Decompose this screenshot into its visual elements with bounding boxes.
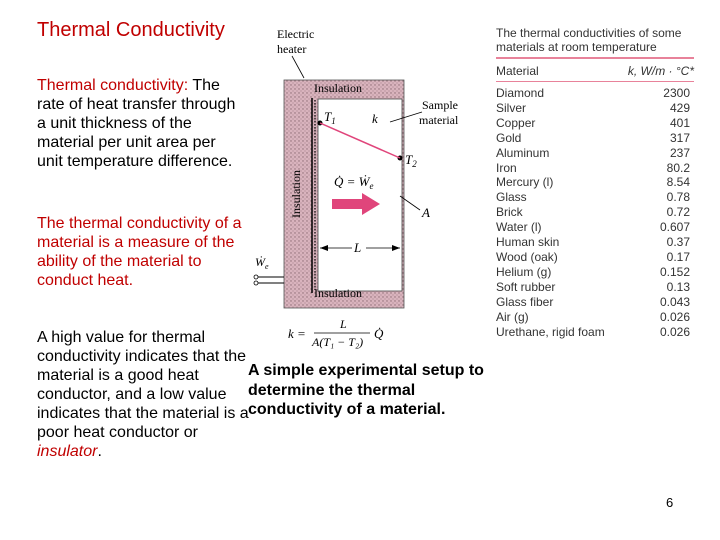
table-row — [496, 220, 694, 235]
cell-material: Glass — [496, 190, 527, 205]
table-top-rule — [496, 57, 694, 59]
cell-k: 429 — [669, 100, 690, 115]
cell-k: 0.026 — [659, 309, 690, 324]
insulation-bottom-label: Insulation — [314, 286, 362, 300]
insulation-top-label: Insulation — [314, 81, 362, 95]
definition-term: Thermal conductivity: — [37, 77, 189, 94]
ability-paragraph: The thermal conductivity of a material is a measure of the ability of the material to conduct heat. — [37, 215, 242, 289]
cell-k: 0.13 — [666, 279, 690, 294]
electric-heater-label-line1: Electric — [277, 27, 315, 41]
table-row — [496, 310, 694, 325]
cell-k: 0.607 — [659, 220, 690, 235]
slide-title: Thermal Conductivity — [37, 19, 225, 41]
table-header-row — [496, 64, 694, 78]
cell-material: Diamond — [496, 86, 545, 100]
high-low-text: A high value for thermal conductivity indicates that the material is a good heat conductor, and a low value indicates that the material is a poor heat conductor or — [37, 329, 249, 441]
table-row — [496, 175, 694, 190]
insulator-term: insulator — [37, 443, 98, 460]
table-row — [496, 250, 694, 265]
cell-k: 0.37 — [666, 235, 690, 250]
column-header-k: k, W/m · °C* — [627, 64, 694, 78]
cell-material: Wood (oak) — [496, 249, 558, 264]
cell-material: Aluminum — [496, 145, 550, 160]
formula-Q: Q̇ — [374, 326, 384, 341]
cell-k: 0.026 — [659, 324, 690, 339]
power-terminal-lower — [254, 281, 258, 285]
cell-k: 8.54 — [666, 175, 690, 190]
table-body — [496, 86, 694, 339]
definition-text: The rate of heat transfer through a unit thickness of the material per unit area per unit temperature difference. — [37, 77, 236, 170]
electric-heater-label-line2: heater — [277, 42, 307, 56]
cell-k: 0.152 — [659, 264, 690, 279]
formula-numerator: L — [340, 317, 347, 331]
area-label: A — [422, 205, 430, 220]
page-number: 6 — [666, 495, 674, 510]
formula-k: k = — [288, 326, 306, 341]
heater-leader-line — [292, 56, 304, 78]
cell-k: 0.17 — [666, 249, 690, 264]
thickness-label: L — [354, 240, 362, 255]
definition-paragraph — [37, 76, 242, 171]
cell-k: 317 — [669, 130, 690, 145]
table-row — [496, 86, 694, 101]
cell-k: 237 — [669, 145, 690, 160]
formula-denominator: A(T₁ − T₂) — [312, 335, 364, 349]
power-terminal-upper — [254, 275, 258, 279]
cell-k: 0.72 — [666, 205, 690, 220]
column-header-material: Material — [496, 64, 539, 78]
cell-material: Human skin — [496, 235, 560, 250]
cell-k: 0.043 — [659, 294, 690, 309]
cell-material: Copper — [496, 115, 536, 130]
k-label: k — [372, 111, 378, 126]
table-row — [496, 190, 694, 205]
cell-material: Mercury (l) — [496, 175, 554, 190]
cell-material: Air (g) — [496, 309, 529, 324]
cell-material: Iron — [496, 160, 517, 175]
table-row — [496, 265, 694, 280]
experimental-setup-diagram — [255, 20, 482, 350]
cell-material: Glass fiber — [496, 294, 554, 309]
heat-rate-label: Q̇ = Ẇ$_e$ — [334, 174, 374, 191]
table-row — [496, 205, 694, 220]
table-row — [496, 280, 694, 295]
cell-material: Brick — [496, 205, 523, 220]
cell-material: Gold — [496, 130, 522, 145]
cell-k: 2300 — [663, 86, 690, 100]
cell-material: Urethane, rigid foam — [496, 324, 605, 339]
cell-k: 80.2 — [666, 160, 690, 175]
table-row — [496, 131, 694, 146]
table-row — [496, 101, 694, 116]
T1-label: $T_1$ — [324, 109, 336, 126]
power-input-label: Ẇ$_e$ — [255, 255, 269, 271]
cell-material: Soft rubber — [496, 279, 556, 294]
table-row — [496, 116, 694, 131]
table-row — [496, 235, 694, 250]
cell-material: Silver — [496, 100, 527, 115]
sample-material-label-line1: Sample — [422, 98, 458, 112]
table-row — [496, 295, 694, 310]
diagram-caption: A simple experimental setup to determine the thermal conductivity of a material. — [248, 362, 484, 418]
table-row — [496, 325, 694, 340]
insulation-side-label: Insulation — [289, 170, 303, 218]
table-caption: The thermal conductivities of some materials at room temperature — [496, 26, 682, 54]
cell-material: Water (l) — [496, 220, 542, 235]
high-low-paragraph — [37, 328, 252, 461]
table-row — [496, 161, 694, 176]
cell-material: Helium (g) — [496, 264, 552, 279]
table-header-rule — [496, 81, 694, 82]
T2-label: $T_2$ — [405, 152, 417, 169]
table-row — [496, 146, 694, 161]
high-low-end: . — [97, 443, 102, 460]
cell-k: 401 — [669, 115, 690, 130]
sample-material-label-line2: material — [419, 113, 459, 127]
cell-k: 0.78 — [666, 190, 690, 205]
conductivity-table — [496, 26, 694, 339]
